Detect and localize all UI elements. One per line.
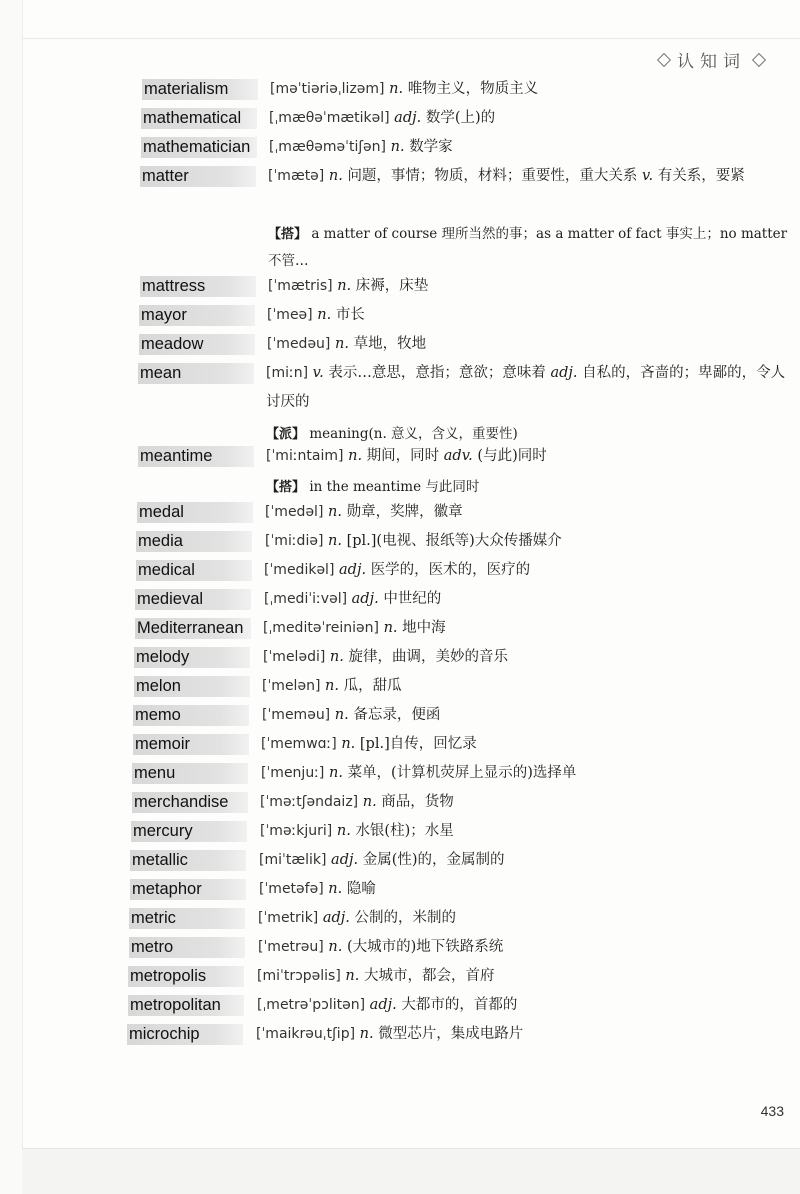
headword: mathematical (141, 108, 257, 129)
note-text: meaning(n. 意义，含义，重要性) (309, 426, 518, 442)
meaning-secondary: 有关系，要紧 (657, 168, 745, 184)
meaning: 期间，同时 (366, 448, 440, 464)
headword: medal (137, 502, 253, 523)
meaning: 大都市的，首都的 (401, 997, 518, 1013)
headword: mercury (131, 821, 247, 842)
definition (266, 359, 786, 417)
part-of-speech: adj. (339, 562, 367, 578)
note-tag: 【派】 (266, 427, 306, 442)
phonetic: [ˈməːkjuri] (260, 823, 333, 839)
meaning: 表示…意思，意指；意欲；意味着 (328, 365, 546, 381)
part-of-speech: n. (328, 168, 343, 184)
definition (257, 962, 777, 991)
headword: medieval (135, 589, 251, 610)
meaning: 微型芯片，集成电路片 (378, 1026, 524, 1042)
definition (265, 498, 785, 527)
part-of-speech: n. (383, 620, 398, 636)
meaning: 问题，事情；物质，材料；重要性，重大关系 (347, 168, 638, 184)
part-of-speech: n. (334, 707, 349, 723)
definition (270, 75, 790, 104)
part-of-speech: n. (328, 939, 343, 955)
headword: melody (134, 647, 250, 668)
headword: Mediterranean (135, 618, 251, 639)
headword: mean (138, 363, 254, 384)
phonetic: [miˈtælik] (259, 852, 327, 868)
note-tag: 【搭】 (266, 480, 306, 495)
meaning: 水银(柱)；水星 (355, 823, 454, 839)
phonetic: [ˈmelən] (262, 678, 321, 694)
phonetic: [miˈtrɔpəlis] (257, 968, 341, 984)
headword: medical (136, 560, 252, 581)
usage-note (266, 474, 786, 501)
part-of-speech: n. (329, 765, 343, 781)
phonetic: [ˌmæθəməˈtiʃən] (269, 139, 387, 155)
section-title: 认知词 (677, 52, 746, 72)
definition (257, 991, 777, 1020)
meaning: 隐喻 (346, 881, 376, 897)
meaning: [pl.]自传，回忆录 (359, 736, 477, 752)
note-tag: 【搭】 (268, 227, 308, 242)
part-of-speech: n. (329, 649, 344, 665)
meaning: 金属(性)的，金属制的 (362, 852, 505, 868)
meaning-secondary: (与此)同时 (477, 448, 547, 464)
part-of-speech: n. (328, 533, 342, 549)
part-of-speech-secondary: adj. (550, 365, 578, 381)
headword: metro (129, 937, 245, 958)
meaning: 市长 (335, 307, 365, 323)
part-of-speech: n. (317, 307, 332, 323)
headword: merchandise (132, 792, 248, 813)
definition (263, 643, 783, 672)
headword: metallic (130, 850, 246, 871)
headword: microchip (127, 1024, 243, 1045)
phonetic: [ˈmætə] (268, 168, 325, 184)
headword: menu (132, 763, 248, 784)
diamond-left-icon (657, 52, 671, 66)
phonetic: [ˌmediˈiːvəl] (264, 591, 348, 607)
definition (258, 933, 778, 962)
note-text: a matter of course 理所当然的事；as a matter of fact 事实上；no matter 不管… (268, 226, 788, 269)
part-of-speech: n. (341, 736, 356, 752)
meaning: 中世纪的 (383, 591, 442, 607)
definition (259, 875, 779, 904)
headword: meantime (138, 446, 254, 467)
part-of-speech: n. (389, 81, 404, 97)
note-text: in the meantime 与此同时 (309, 479, 480, 495)
meaning: 数学家 (409, 139, 453, 155)
meaning-secondary: 自私的，吝啬的；卑鄙的，令人讨厌的 (266, 365, 786, 410)
part-of-speech: n. (337, 278, 352, 294)
headword: materialism (142, 79, 258, 100)
part-of-speech: n. (362, 794, 377, 810)
phonetic: [ˈmeməu] (262, 707, 331, 723)
part-of-speech: n. (328, 881, 343, 897)
phonetic: [ˌmæθəˈmætikəl] (269, 110, 390, 126)
phonetic: [ˌmeditəˈreiniən] (263, 620, 379, 636)
definition (260, 788, 780, 817)
meaning: 地中海 (402, 620, 446, 636)
phonetic: [ˈmiːntaim] (266, 448, 344, 464)
definition (269, 104, 789, 133)
part-of-speech: adj. (351, 591, 379, 607)
headword: meadow (139, 334, 255, 355)
part-of-speech: n. (359, 1026, 374, 1042)
definition (267, 330, 787, 359)
meaning: 数学(上)的 (425, 110, 496, 126)
phonetic: [ˈmeə] (267, 307, 313, 323)
headword: metropolitan (128, 995, 244, 1016)
meaning: [pl.](电视、报纸等)大众传播媒介 (346, 533, 562, 549)
meaning: 大城市，都会，首府 (363, 968, 495, 984)
definition (269, 133, 789, 162)
definition (264, 585, 784, 614)
meaning: 唯物主义，物质主义 (407, 81, 539, 97)
phonetic: [ˈmetəfə] (259, 881, 324, 897)
definition (268, 272, 788, 301)
meaning: (大城市的)地下铁路系统 (346, 939, 504, 955)
headword: melon (134, 676, 250, 697)
phonetic: [ˈmelədi] (263, 649, 326, 665)
headword: memo (133, 705, 249, 726)
section-header (651, 47, 772, 72)
meaning: 床褥，床垫 (355, 278, 429, 294)
definition (263, 614, 783, 643)
definition (259, 846, 779, 875)
meaning: 瓜，甜瓜 (343, 678, 402, 694)
phonetic: [miːn] (266, 365, 309, 381)
headword: metaphor (130, 879, 246, 900)
headword: memoir (133, 734, 249, 755)
part-of-speech: adj. (394, 110, 422, 126)
part-of-speech: v. (312, 365, 324, 381)
phonetic: [ˈmedikəl] (264, 562, 335, 578)
part-of-speech: adj. (322, 910, 350, 926)
phonetic: [ˈmiːdiə] (265, 533, 324, 549)
phonetic: [ˈməːtʃəndaiz] (260, 794, 359, 810)
phonetic: [ˈmedəu] (267, 336, 331, 352)
definition (256, 1020, 776, 1049)
headword: matter (140, 166, 256, 187)
page-bottom-edge (22, 1148, 800, 1194)
phonetic: [ˈmetrik] (258, 910, 319, 926)
definition (264, 556, 784, 585)
meaning: 商品，货物 (381, 794, 454, 810)
headword: mathematician (141, 137, 257, 158)
phonetic: [ˌmetrəˈpɔlitən] (257, 997, 366, 1013)
meaning: 医学的，医术的，医疗的 (370, 562, 531, 578)
headword: mayor (139, 305, 255, 326)
part-of-speech-secondary: v. (642, 168, 654, 184)
meaning: 草地，牧地 (353, 336, 427, 352)
part-of-speech: n. (335, 336, 349, 352)
page-number: 433 (760, 1103, 784, 1119)
phonetic: [ˈmetrəu] (258, 939, 324, 955)
part-of-speech-secondary: adv. (443, 448, 473, 464)
definition (258, 904, 778, 933)
definition (261, 730, 781, 759)
headword: metric (129, 908, 245, 929)
definition (268, 162, 788, 191)
headword: metropolis (128, 966, 244, 987)
part-of-speech: n. (325, 678, 339, 694)
part-of-speech: n. (348, 448, 363, 464)
part-of-speech: n. (345, 968, 360, 984)
diamond-right-icon (752, 52, 766, 66)
definition (260, 817, 780, 846)
meaning: 旋律，曲调，美妙的音乐 (348, 649, 508, 665)
part-of-speech: adj. (369, 997, 397, 1013)
usage-note (268, 221, 788, 275)
phonetic: [məˈtiəriəˌlizəm] (270, 81, 385, 97)
phonetic: [ˈmedəl] (265, 504, 324, 520)
definition (266, 442, 786, 471)
definition (261, 759, 781, 788)
meaning: 菜单，(计算机荧屏上显示的)选择单 (347, 765, 577, 781)
meaning: 备忘录，便函 (353, 707, 441, 723)
definition (262, 672, 782, 701)
part-of-speech: n. (390, 139, 405, 155)
part-of-speech: n. (336, 823, 351, 839)
part-of-speech: adj. (331, 852, 359, 868)
headword: media (136, 531, 252, 552)
phonetic: [ˈmemwɑː] (261, 736, 337, 752)
definition (262, 701, 782, 730)
headword: mattress (140, 276, 256, 297)
phonetic: [ˈmenjuː] (261, 765, 325, 781)
definition (265, 527, 785, 556)
meaning: 勋章，奖牌，徽章 (346, 504, 463, 520)
meaning: 公制的，米制的 (354, 910, 457, 926)
phonetic: [ˈmaikrəuˌtʃip] (256, 1026, 356, 1042)
part-of-speech: n. (328, 504, 342, 520)
header-rule (22, 38, 800, 39)
phonetic: [ˈmætris] (268, 278, 333, 294)
definition (267, 301, 787, 330)
